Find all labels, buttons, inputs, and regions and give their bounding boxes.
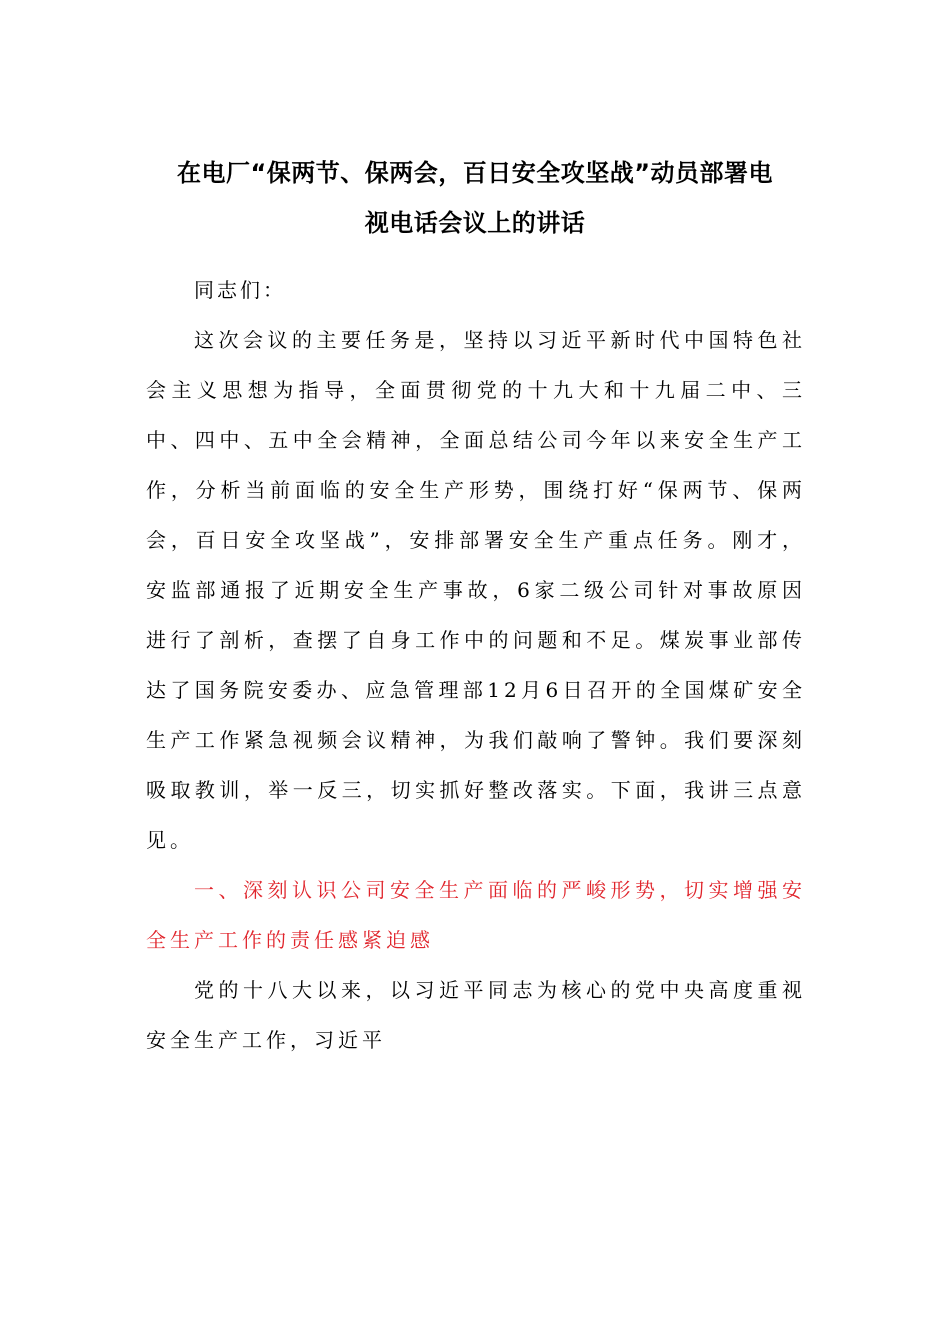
section-heading-1: 一、深刻认识公司安全生产面临的严峻形势，切实增强安全生产工作的责任感紧迫感	[146, 878, 806, 952]
document-title	[130, 148, 820, 248]
paragraph-intro: 这次会议的主要任务是，坚持以习近平新时代中国特色社会主义思想为指导，全面贯彻党的十九大和十九届二中、三中、四中、五中全会精神，全面总结公司今年以来安全生产工作，分析当前面临的安全生产形势，围绕打好“保两节、保两会，百日安全攻坚战”，安排部署安全生产重点任务。刚才，安监部通报了近期安全生产事故，6家二级公司针对事故原因进行了剖析，查摆了自身工作中的问题和不足。煤炭事业部传达了国务院安委办、应急管理部12月6日召开的全国煤矿安全生产工作紧急视频会议精神，为我们敲响了警钟。我们要深刻吸取教训，举一反三，切实抓好整改落实。下面，我讲三点意见。	[146, 328, 806, 852]
salutation: 同志们：	[194, 278, 286, 302]
paragraph-section-1: 党的十八大以来，以习近平同志为核心的党中央高度重视安全生产工作，习近平	[146, 978, 806, 1052]
title-line-1: 在电厂“保两节、保两会，百日安全攻坚战”动员部署电	[176, 159, 774, 187]
title-line-2: 视电话会议上的讲话	[364, 209, 586, 237]
document-body	[146, 265, 806, 1065]
